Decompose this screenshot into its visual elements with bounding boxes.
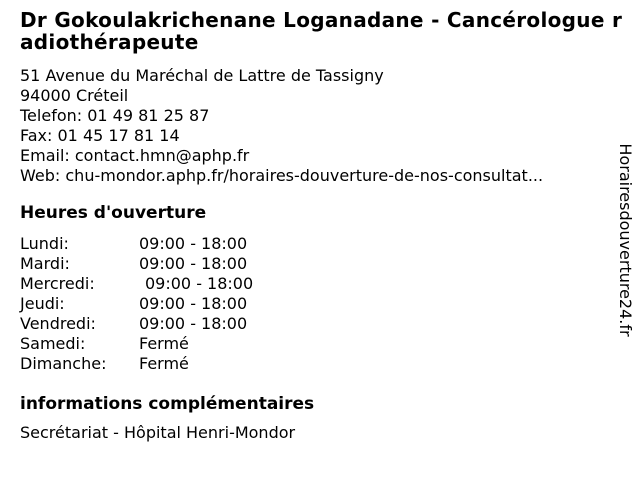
hours-row-lundi [20,234,640,254]
hours-row-samedi [20,334,640,354]
hours-row-mardi [20,254,640,274]
day-label: Samedi: [20,334,86,353]
page-title-line2: adiothérapeute [20,30,199,54]
day-label: Jeudi: [20,294,65,313]
day-hours: 09:00 - 18:00 [139,314,248,333]
email-label: Email: [20,146,70,165]
site-watermark: Horairesdouverture24.fr [616,143,635,337]
web-value: chu-mondor.aphp.fr/horaires-douverture-de-nos-consultat... [65,166,544,185]
page-title [20,9,640,53]
fax-value: 01 45 17 81 14 [57,126,180,145]
hours-row-mercredi [20,274,640,294]
day-hours: 09:00 - 18:00 [145,274,254,293]
day-hours: 09:00 - 18:00 [139,254,248,273]
web-label: Web: [20,166,61,185]
contact-info [20,66,640,186]
fax-label: Fax: [20,126,53,145]
day-label: Dimanche: [20,354,107,373]
page-title-line1: Dr Gokoulakrichenane Loganadane - Cancérologue r [20,8,623,32]
email-value: contact.hmn@aphp.fr [74,146,250,165]
phone-line [20,106,640,126]
day-hours: Fermé [139,354,189,373]
email-line [20,146,640,166]
phone-value: 01 49 81 25 87 [87,106,210,125]
extra-info-text: Secrétariat - Hôpital Henri-Mondor [20,423,296,442]
hours-row-vendredi [20,314,640,334]
hours-row-jeudi [20,294,640,314]
day-hours: 09:00 - 18:00 [139,234,248,253]
day-label: Mardi: [20,254,70,273]
web-line [20,166,640,186]
day-hours: 09:00 - 18:00 [139,294,248,313]
extra-info-heading: informations complémentaires [20,394,315,414]
fax-line [20,126,640,146]
phone-label: Telefon: [20,106,83,125]
address-line2: 94000 Créteil [20,86,129,105]
day-hours: Fermé [139,334,189,353]
day-label: Vendredi: [20,314,96,333]
opening-hours-table [20,234,640,374]
opening-hours-heading: Heures d'ouverture [20,203,207,223]
day-label: Mercredi: [20,274,95,293]
hours-row-dimanche [20,354,640,374]
address-line1: 51 Avenue du Maréchal de Lattre de Tassigny [20,66,384,85]
day-label: Lundi: [20,234,69,253]
